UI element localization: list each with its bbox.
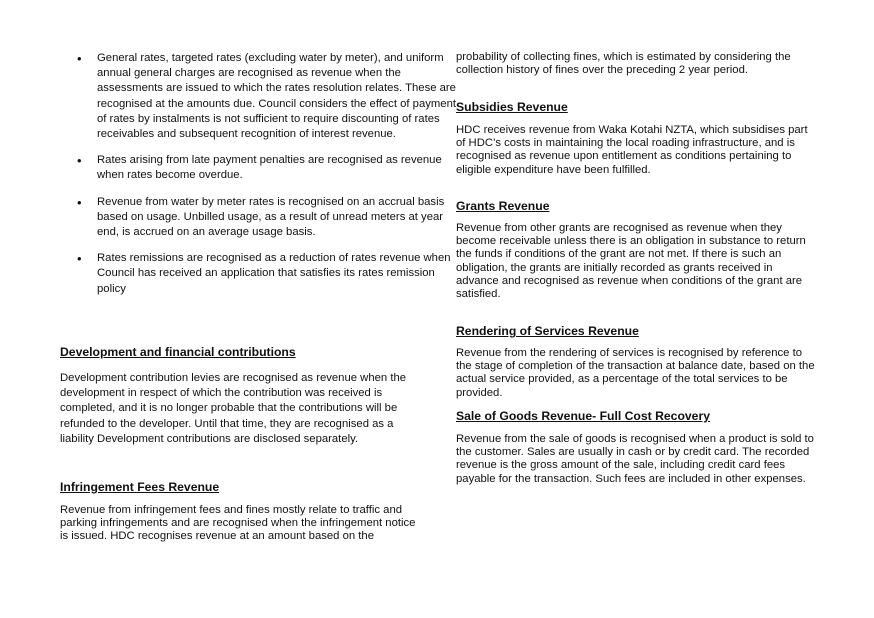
fines-continuation-text: probability of collecting fines, which is estimated by considering the collection history of fines over the preceding 2 year period. — [456, 51, 791, 77]
bullet-rates-remissions: • Rates remissions are recognised as a reduction of rates revenue when Council has received an application that satisfies its rates remission policy — [97, 251, 459, 297]
grants-section — [456, 199, 818, 301]
sale-of-goods-section — [456, 409, 818, 486]
rendering-heading: Rendering of Services Revenue — [456, 324, 639, 338]
rendering-section — [456, 324, 818, 400]
fines-continuation — [456, 51, 818, 77]
grants-body: Revenue from other grants are recognised as revenue when they become receivable unless there is an obligation in substance to return the funds if conditions of the grant are not met. If there is such an obligation, the grants are initially recorded as grants received in advance and recognised as revenue when conditions of the grant are satisfied. — [456, 222, 806, 301]
grants-heading: Grants Revenue — [456, 199, 550, 213]
infringement-section — [60, 480, 422, 544]
subsidies-section — [456, 100, 818, 177]
development-body: Development contribution levies are recognised as revenue when the development in respect of which the contribution was received is completed, and it is no longer probable that the contributions will be refunded to the developer. Until that time, they are recognised as a liability Development contributions are disclosed separately. — [60, 372, 407, 445]
subsidies-heading: Subsidies Revenue — [456, 100, 568, 114]
sale-of-goods-body: Revenue from the sale of goods is recognised when a product is sold to the customer. Sales are usually in cash or by credit card. The recorded revenue is the gross amount of the sale, including credit card fees payable for the transaction. Such fees are included in other expenses. — [456, 433, 814, 485]
bullet-late-payment: • Rates arising from late payment penalties are recognised as revenue when rates become overdue. — [97, 153, 459, 183]
development-section — [60, 345, 422, 447]
bullet-general-rates: • General rates, targeted rates (excluding water by meter), and uniform annual general charges are recognised as revenue when the assessments are issued to which the rates resolution relates. These are recognised at the amounts due. Council considers the effect of payment of rates by instalments is not sufficient to require discounting of rates receivables and subsequent recognition of interest revenue. — [97, 51, 459, 142]
subsidies-body: HDC receives revenue from Waka Kotahi NZTA, which subsidises part of HDC’s costs in maintaining the local roading infrastructure, and is recognised as revenue upon entitlement as conditions pertaining to eligible expenditure have been fulfilled. — [456, 124, 808, 176]
rendering-body: Revenue from the rendering of services is recognised by reference to the stage of completion of the transaction at balance date, based on the actual service provided, as a percentage of the total services to be provided. — [456, 347, 815, 399]
bullet-water-meter: • Revenue from water by meter rates is recognised on an accrual basis based on usage. Unbilled usage, as a result of unread meters at year end, is accrued on an average usage basis. — [97, 195, 459, 241]
infringement-body: Revenue from infringement fees and fines mostly relate to traffic and parking infringements and are recognised when the infringement notice is issued. HDC recognises revenue at an amount based on the — [60, 504, 416, 543]
development-heading: Development and financial contributions — [60, 345, 296, 359]
sale-of-goods-heading: Sale of Goods Revenue- Full Cost Recovery — [456, 409, 710, 423]
rates-bullet-list — [60, 51, 459, 308]
infringement-heading: Infringement Fees Revenue — [60, 480, 220, 494]
